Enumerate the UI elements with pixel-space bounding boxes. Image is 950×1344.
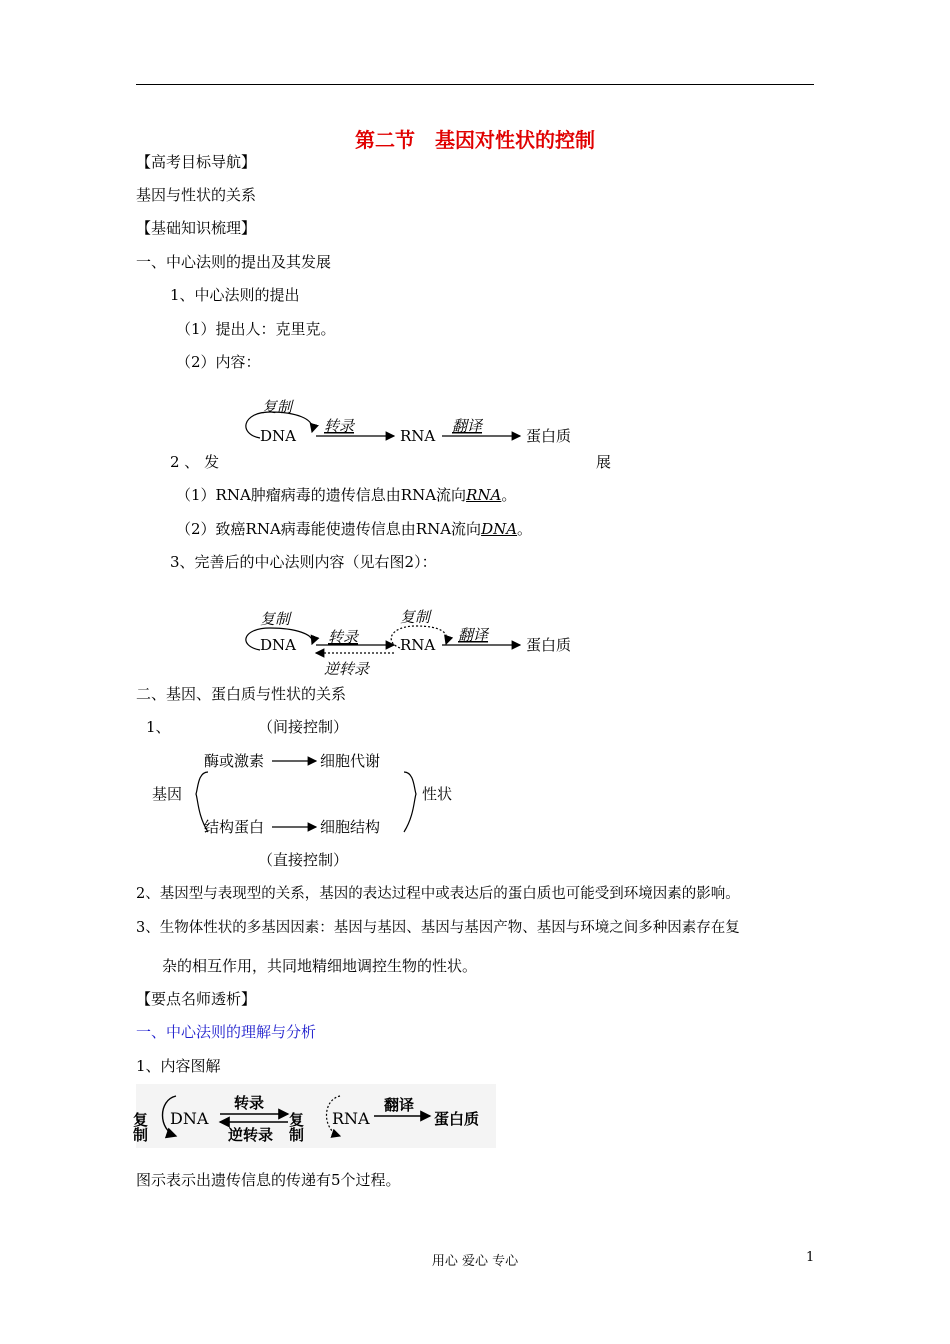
- gene-label: 基因: [152, 785, 183, 803]
- complete-line: 3、完善后的中心法则内容（见右图2）：: [170, 553, 437, 571]
- key-heading-1: 一、中心法则的理解与分析: [136, 1023, 317, 1041]
- diagram2-reverse-label: 逆转录: [324, 660, 370, 678]
- diagram3-copy-left: 复制: [131, 1112, 149, 1142]
- paragraph-3b: 杂的相互作用，共同地精细地调控生物的性状。: [162, 957, 478, 975]
- footer-text: 用心 爱心 专心: [431, 1254, 519, 1269]
- trait-label: 性状: [422, 785, 453, 803]
- diagram2-transcribe-label: 转录: [328, 628, 359, 646]
- direct-label: （直接控制）: [258, 851, 349, 869]
- diagram2-rna: RNA: [400, 636, 436, 654]
- struct-protein-label: 结构蛋白: [204, 818, 265, 836]
- section-key-heading: 【要点名师透析】: [136, 990, 257, 1008]
- section-basics-heading: 【基础知识梳理】: [136, 219, 257, 237]
- heading-2: 二、基因、蛋白质与性状的关系: [136, 685, 347, 703]
- diagram3-protein: 蛋白质: [434, 1110, 480, 1128]
- diagram1-dna: DNA: [260, 427, 296, 445]
- paragraph-3a: 3、生物体性状的多基因因素：基因与基因、基因与基因产物、基因与环境之间多种因素存在复: [136, 920, 740, 936]
- diagram1-protein: 蛋白质: [526, 427, 572, 445]
- page-number: 1: [806, 1250, 815, 1265]
- diagram1-copy-label: 复制: [262, 398, 293, 416]
- proposer-line: （1）提出人：克里克。: [176, 320, 336, 338]
- paragraph-2: 2、基因型与表现型的关系，基因的表达过程中或表达后的蛋白质也可能受到环境因素的影响。: [136, 886, 740, 902]
- central-dogma-diagram-2: [236, 600, 596, 684]
- heading-1-1: 1、中心法则的提出: [170, 286, 300, 304]
- central-dogma-diagram-1: [236, 388, 596, 452]
- dev-heading-start: 2 、 发: [170, 453, 220, 471]
- metabolism-label: 细胞代谢: [320, 752, 381, 770]
- conclusion-line: 图示表示出遗传信息的传递有5个过程。: [136, 1171, 401, 1189]
- heading-2-1: 1、: [146, 718, 171, 736]
- right-brace: [404, 772, 416, 832]
- gene-trait-diagram: [146, 744, 476, 844]
- diagram3-rna: RNA: [332, 1109, 370, 1128]
- enzyme-label: 酶或激素: [204, 752, 265, 770]
- cell-struct-label: 细胞结构: [320, 818, 381, 836]
- diagram3-transcribe: 转录: [234, 1094, 265, 1112]
- diagram2-copy2-label: 复制: [400, 608, 431, 626]
- diagram2-protein: 蛋白质: [526, 636, 572, 654]
- diagram3-dna: DNA: [170, 1109, 209, 1128]
- central-dogma-diagram-3: [131, 1084, 496, 1148]
- diagram3-reverse: 逆转录: [228, 1126, 274, 1144]
- key-heading-1-1: 1、内容图解: [136, 1057, 221, 1075]
- diagram3-translate: 翻译: [384, 1096, 415, 1114]
- dev-point-2: （2）致癌RNA病毒能使遗传信息由RNA流向DNA。: [176, 520, 533, 538]
- diagram2-translate-label: 翻译: [458, 626, 489, 644]
- content-line: （2）内容：: [176, 353, 261, 371]
- section-goal-heading: 【高考目标导航】: [136, 153, 257, 171]
- header-rule: [136, 84, 814, 85]
- dev-heading-end: 展: [596, 453, 612, 471]
- dev-point-1: （1）RNA肿瘤病毒的遗传信息由RNA流向RNA。: [176, 486, 517, 504]
- diagram1-rna: RNA: [400, 427, 436, 445]
- diagram3-copy-mid: 复制: [287, 1112, 305, 1142]
- page-title: 第二节 基因对性状的控制: [355, 128, 595, 152]
- diagram1-translate-label: 翻译: [452, 417, 483, 435]
- goal-text: 基因与性状的关系: [136, 186, 257, 204]
- diagram2-dna: DNA: [260, 636, 296, 654]
- diagram1-transcribe-label: 转录: [324, 417, 355, 435]
- diagram2-copy1-label: 复制: [260, 610, 291, 628]
- heading-1: 一、中心法则的提出及其发展: [136, 253, 332, 271]
- indirect-label: （间接控制）: [258, 718, 349, 736]
